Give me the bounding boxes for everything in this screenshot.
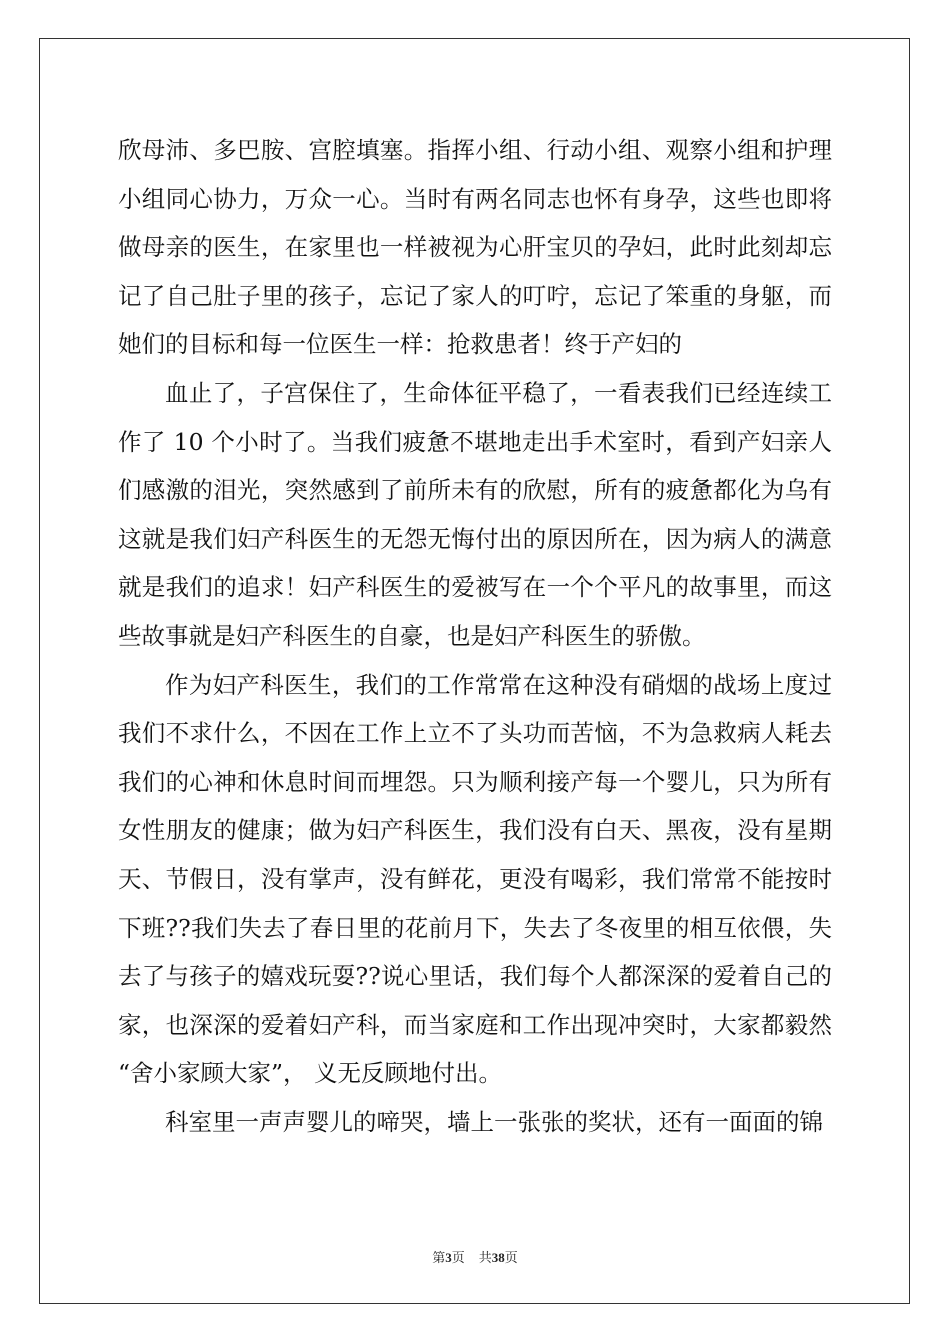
text-line: 去了与孩子的嬉戏玩耍??说心里话，我们每个人都深深的爱着自己的 <box>118 962 832 991</box>
paragraph <box>118 369 832 661</box>
text-line: 记了自己肚子里的孩子，忘记了家人的叮咛，忘记了笨重的身躯，而 <box>118 281 832 310</box>
text-line: 科室里一声声婴儿的啼哭，墙上一张张的奖状，还有一面面的锦 <box>165 1107 823 1136</box>
footer-total-pages: 38 <box>491 1250 505 1265</box>
footer-total-prefix: 共 <box>478 1250 492 1265</box>
paragraph <box>118 1098 832 1147</box>
text-line: 小组同心协力，万众一心。当时有两名同志也怀有身孕，这些也即将 <box>118 184 832 213</box>
text-line: 天、节假日，没有掌声，没有鲜花，更没有喝彩，我们常常不能按时 <box>118 864 832 893</box>
footer-page-prefix: 第 <box>432 1250 446 1265</box>
text-line: 些故事就是妇产科医生的自豪，也是妇产科医生的骄傲。 <box>118 621 706 650</box>
text-line: “舍小家顾大家”， 义无反顾地付出。 <box>118 1059 502 1088</box>
footer-page-number: 3 <box>445 1250 452 1265</box>
text-line: 我们的心神和休息时间而埋怨。只为顺利接产每一个婴儿，只为所有 <box>118 767 832 796</box>
text-line: 就是我们的追求！妇产科医生的爱被写在一个个平凡的故事里，而这 <box>118 573 832 602</box>
text-line: 们感激的泪光，突然感到了前所未有的欣慰，所有的疲惫都化为乌有 <box>118 476 832 505</box>
document-body <box>118 126 832 1146</box>
paragraph <box>118 661 832 1098</box>
text-line: 女性朋友的健康；做为妇产科医生，我们没有白天、黑夜，没有星期 <box>118 816 832 845</box>
footer-page-suffix: 页 <box>451 1250 465 1265</box>
text-line: 欣母沛、多巴胺、宫腔填塞。指挥小组、行动小组、观察小组和护理 <box>118 136 832 164</box>
footer-total-suffix: 页 <box>504 1250 518 1265</box>
text-line: 她们的目标和每一位医生一样：抢救患者！终于产妇的 <box>118 330 682 359</box>
text-line: 作了 10 个小时了。当我们疲惫不堪地走出手术室时，看到产妇亲人 <box>118 427 832 456</box>
text-line: 家，也深深的爱着妇产科，而当家庭和工作出现冲突时，大家都毅然 <box>118 1010 832 1039</box>
text-line: 下班??我们失去了春日里的花前月下，失去了冬夜里的相互依偎，失 <box>118 913 832 942</box>
text-line: 血止了，子宫保住了，生命体征平稳了，一看表我们已经连续工 <box>165 378 832 407</box>
text-line: 作为妇产科医生，我们的工作常常在这种没有硝烟的战场上度过 <box>165 670 832 699</box>
text-line: 我们不求什么，不因在工作上立不了头功而苦恼，不为急救病人耗去 <box>118 719 832 748</box>
paragraph <box>118 126 832 369</box>
text-line: 做母亲的医生，在家里也一样被视为心肝宝贝的孕妇，此时此刻却忘 <box>118 233 832 262</box>
page-footer <box>0 1247 950 1266</box>
text-line: 这就是我们妇产科医生的无怨无悔付出的原因所在，因为病人的满意 <box>118 524 832 553</box>
